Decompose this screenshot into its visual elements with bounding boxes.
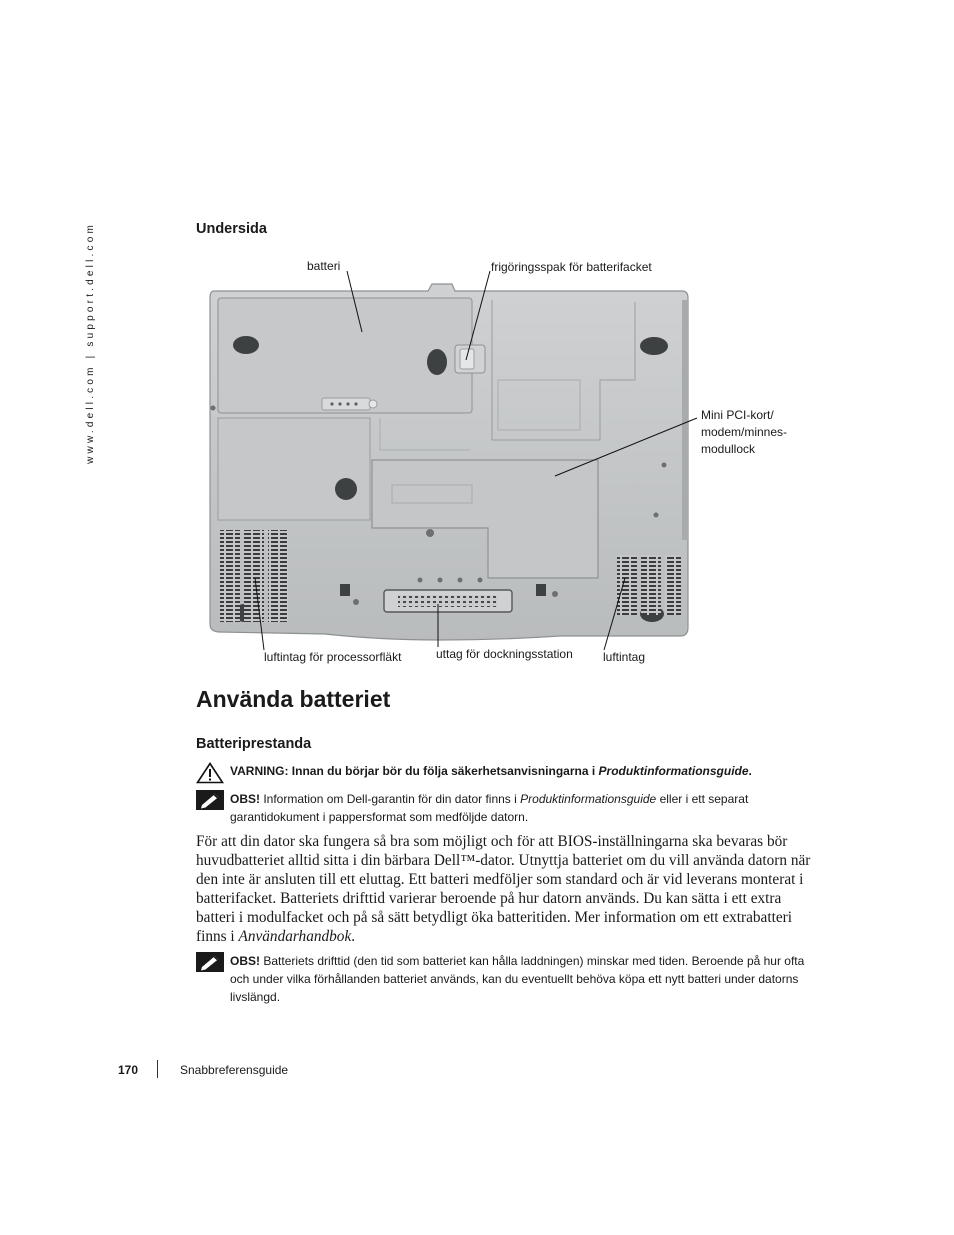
note-pencil-icon [196,790,224,810]
screw-icon [335,478,357,500]
note-pencil-icon [196,952,224,972]
air-vent [665,555,681,615]
air-vent [641,555,661,615]
note1-reference: Produktinformationsguide [520,792,657,806]
screw-icon [438,578,443,583]
air-vent [617,555,637,615]
warning-label: VARNING: [230,764,289,778]
hard-drive-panel [218,418,370,520]
body-end: . [351,928,356,945]
callout-battery: batteri [307,259,341,273]
processor-fan-vent [220,530,240,622]
screw-icon [418,578,423,583]
section-subheading: Batteriprestanda [196,736,312,752]
latch-slider [460,349,474,369]
battery-gauge-led-icon [330,402,333,405]
dock-guide-hole [536,584,546,596]
callout-release-latch: frigöringsspak för batterifacket [491,260,652,274]
screw-icon [654,513,659,518]
warning-reference: Produktinformationsguide [598,764,749,778]
battery-charge-gauge [322,398,370,410]
battery-gauge-led-icon [338,402,341,405]
underside-heading: Undersida [196,221,267,237]
callout-fan-vents: luftintag för processorfläkt [264,650,402,664]
body-reference: Användarhandbok [238,928,352,945]
screw-icon [426,529,434,537]
guide-title: Snabbreferensguide [180,1063,289,1077]
screw-icon [458,578,463,583]
warning-end: . [748,764,752,778]
note1-text-a: Information om Dell-garantin för din dator finns i [263,792,517,806]
battery-gauge-button-icon [369,400,377,408]
warning-triangle-icon [196,762,224,784]
processor-fan-vent [268,530,288,622]
rubber-foot-icon [640,337,668,355]
rubber-foot-icon [233,336,259,354]
processor-fan-vent [244,530,264,622]
sidebar-url: www.dell.com | support.dell.com [85,222,96,464]
body-text: För att din dator ska fungera så bra som möjligt och för att BIOS-inställningarna ska bevaras bör huvudbatteriet alltid sitta i din bärbara Dell™-dator. Utnyttja batteriet om du vill använda datorn när den inte är ansluten till ett eluttag. Ett batteri medföljer som standard och är vid leverans monterat i batterifacket. Batteriets drifttid varierar beroende på hur datorn används. Du kan sätta i ett extra batteri i modulfacket och på så sätt betydligt öka batteritiden. Mer information om ett extrabatteri finns i [196,833,811,945]
docking-pins [398,595,498,607]
warning-notice [196,762,816,780]
screw-icon [552,591,558,597]
callout-air-vents: luftintag [603,650,646,664]
page-number: 170 [118,1063,139,1077]
battery-gauge-led-icon [354,402,357,405]
note2-text: Batteriets drifttid (den tid som batteriet kan hålla laddningen) minskar med tiden. Beroende på hur ofta och under vilka förhållanden batteriet används, kan du eventuellt behöva köpa ett nytt batteri under datorns livslängd. [230,954,805,1004]
footer-separator [157,1060,158,1078]
screw-icon [211,406,216,411]
note-battery-life [196,952,816,1006]
callout-mini-pci-line3: modullock [701,442,756,456]
screw-icon [662,463,667,468]
warning-text: Innan du börjar bör du följa säkerhetsanvisningarna i [291,764,596,778]
screw-icon [478,578,483,583]
note1-text-b: eller i ett separat garantidokument i pappersformat som medföljde datorn. [230,792,749,824]
chassis-edge [682,300,688,540]
callout-docking: uttag för dockningsstation [436,647,573,661]
note1-label: OBS! [230,792,260,806]
screw-icon [353,599,359,605]
battery-performance-paragraph [196,832,816,946]
battery-gauge-led-icon [346,402,349,405]
note-warranty [196,790,816,826]
callout-mini-pci-line2: modem/minnes- [701,425,788,439]
section-heading: Använda batteriet [196,686,391,712]
callout-mini-pci-line1: Mini PCI-kort/ [701,408,774,422]
rubber-foot-icon [427,349,447,375]
note2-label: OBS! [230,954,260,968]
dock-guide-hole [340,584,350,596]
